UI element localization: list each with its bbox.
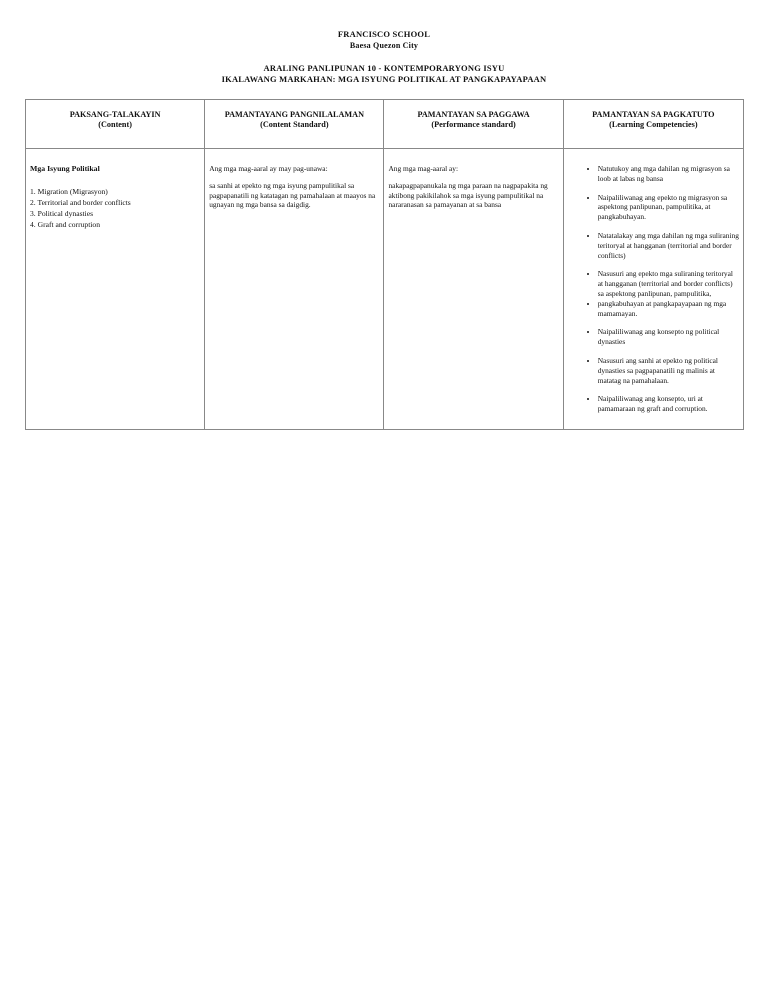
list-item: • pangkabuhayan at pangkapayapaan ng mga mamamayan.	[598, 299, 739, 319]
list-item: • Natutukoy ang mga dahilan ng migrasyon sa loob at labas ng bansa	[598, 164, 739, 184]
column-subtitle: (Content)	[98, 120, 132, 129]
performance-standard-text: nakapagpapanukala ng mga paraan na nagpapakita ng aktibong pakikilahok sa mga isyung pampulitikal na nararanasan sa pamayanan at sa bansa	[388, 180, 548, 210]
competencies-list	[568, 164, 739, 414]
list-item: 4. Graft and corruption	[30, 219, 101, 229]
topic-list	[30, 186, 200, 230]
table-body-row	[26, 149, 744, 430]
column-header-learning-competencies	[563, 100, 743, 149]
column-header-content	[26, 100, 205, 149]
list-item: • Nasusuri ang epekto mga suliraning teritoryal at hangganan (territorial and border conflicts) sa aspektong panlipunan, pampulitika,	[598, 269, 739, 298]
content-standard-lead: Ang mga mag-aaral ay may pag-unawa:	[209, 164, 328, 173]
competencies-cell	[563, 149, 743, 430]
column-subtitle: (Content Standard)	[260, 120, 329, 129]
school-location: Baesa Quezon City	[349, 41, 419, 50]
column-title: PAMANTAYAN SA PAGKATUTO	[592, 110, 715, 119]
curriculum-table	[25, 99, 744, 430]
column-header-performance-standard	[384, 100, 563, 149]
list-item: 1. Migration (Migrasyon)	[30, 186, 108, 196]
table-header-row	[26, 100, 744, 149]
column-title: PAKSANG-TALAKAYIN	[69, 110, 161, 119]
subject-title: ARALING PANLIPUNAN 10 - KONTEMPORARYONG ISYU	[263, 63, 505, 73]
column-title: PAMANTAYAN SA PAGGAWA	[417, 110, 530, 119]
content-standard-text: sa sanhi at epekto ng mga isyung pampulitikal sa pagpapanatili ng katatagan ng pamahalaan at maayos na ugnayan ng mga bansa sa daigdig.	[209, 180, 376, 210]
column-header-content-standard	[205, 100, 384, 149]
column-subtitle: (Performance standard)	[431, 120, 516, 129]
column-subtitle: (Learning Competencies)	[609, 120, 698, 129]
list-item: 2. Territorial and border conflicts	[30, 197, 131, 207]
content-standard-cell	[205, 149, 384, 430]
topic-title: Mga Isyung Politikal	[30, 164, 100, 173]
list-item: • Naipaliliwanag ang konsepto, uri at pamamaraan ng graft and corruption.	[598, 394, 739, 414]
quarter-title: IKALAWANG MARKAHAN: MGA ISYUNG POLITIKAL AT PANGKAPAYAPAAN	[221, 74, 547, 84]
column-title: PAMANTAYANG PANGNILALAMAN	[224, 110, 364, 119]
document-header	[0, 29, 768, 85]
content-cell	[26, 149, 205, 430]
performance-standard-cell	[384, 149, 563, 430]
list-item: • Naipaliliwanag ang konsepto ng political dynasties	[598, 327, 739, 347]
performance-standard-lead: Ang mga mag-aaral ay:	[388, 164, 459, 173]
list-item: 3. Political dynasties	[30, 208, 94, 218]
list-item: • Natatalakay ang mga dahilan ng mga suliraning teritoryal at hangganan (territorial and border conflicts)	[598, 231, 739, 260]
school-name: FRANCISCO SCHOOL	[337, 29, 431, 39]
list-item: • Naipaliliwanag ang epekto ng migrasyon sa aspektong panlipunan, pampulitika, at pangkabuhayan.	[598, 193, 739, 222]
list-item: • Nasusuri ang sanhi at epekto ng political dynasties sa pagpapanatili ng malinis at matatag na pamahalaan.	[598, 356, 739, 385]
